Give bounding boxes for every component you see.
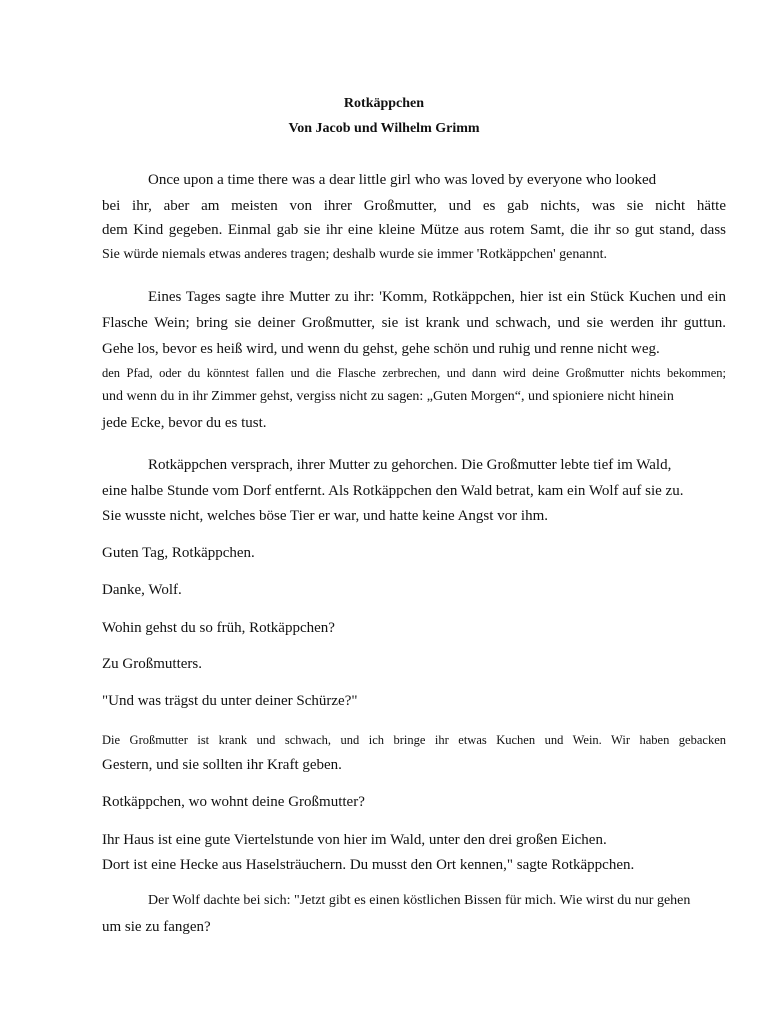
text-line: Zu Großmutters. (102, 656, 202, 672)
document-title: Rotkäppchen (343, 96, 425, 111)
text-line: Sie würde niemals etwas anderes tragen; deshalb wurde sie immer 'Rotkäppchen' genannt. (102, 247, 607, 262)
document-subtitle: Von Jacob und Wilhelm Grimm (288, 121, 480, 136)
text-line: Gestern, und sie sollten ihr Kraft geben. (102, 757, 342, 773)
text-line: Gehe los, bevor es heiß wird, und wenn du gehst, gehe schön und ruhig und renne nicht weg. (102, 341, 660, 357)
text-line: Rotkäppchen versprach, ihrer Mutter zu gehorchen. Die Großmutter lebte tief im Wald, (148, 457, 672, 473)
text-line: Danke, Wolf. (102, 582, 182, 598)
text-line: Der Wolf dachte bei sich: "Jetzt gibt es einen köstlichen Bissen für mich. Wie wirst du nur gehen (148, 893, 691, 908)
text-line: jede Ecke, bevor du es tust. (102, 415, 267, 431)
text-line: bei ihr, aber am meisten von ihrer Großmutter, und es gab nichts, was sie nicht hätte (102, 198, 726, 214)
text-line: Guten Tag, Rotkäppchen. (102, 545, 255, 561)
text-line: Dort ist eine Hecke aus Haselsträuchern. Du musst den Ort kennen," sagte Rotkäppchen. (102, 857, 635, 873)
text-line: den Pfad, oder du könntest fallen und die Flasche zerbrechen, und dann wird deine Großmutter nichts bekommen; (102, 366, 726, 380)
text-line: Flasche Wein; bring sie deiner Großmutter, sie ist krank und schwach, und sie werden ihr guttun. (102, 315, 726, 331)
text-line: Once upon a time there was a dear little girl who was loved by everyone who looked (148, 172, 657, 188)
text-line: Sie wusste nicht, welches böse Tier er war, und hatte keine Angst vor ihm. (102, 508, 548, 524)
text-line: eine halbe Stunde vom Dorf entfernt. Als Rotkäppchen den Wald betrat, kam ein Wolf auf sie zu. (102, 483, 684, 499)
text-line: Wohin gehst du so früh, Rotkäppchen? (102, 620, 335, 636)
text-line: Rotkäppchen, wo wohnt deine Großmutter? (102, 794, 365, 810)
text-line: um sie zu fangen? (102, 919, 211, 935)
text-line: Eines Tages sagte ihre Mutter zu ihr: 'Komm, Rotkäppchen, hier ist ein Stück Kuchen und ein (148, 289, 726, 305)
text-line: Die Großmutter ist krank und schwach, und ich bringe ihr etwas Kuchen und Wein. Wir haben gebacken (102, 733, 726, 747)
text-line: Ihr Haus ist eine gute Viertelstunde von hier im Wald, unter den drei großen Eichen. (102, 832, 607, 848)
text-line: "Und was trägst du unter deiner Schürze?" (102, 693, 358, 709)
text-line: und wenn du in ihr Zimmer gehst, vergiss nicht zu sagen: „Guten Morgen“, und spioniere nicht hinein (102, 389, 674, 404)
text-line: dem Kind gegeben. Einmal gab sie ihr eine kleine Mütze aus rotem Samt, die ihr so gut stand, dass (102, 222, 726, 238)
